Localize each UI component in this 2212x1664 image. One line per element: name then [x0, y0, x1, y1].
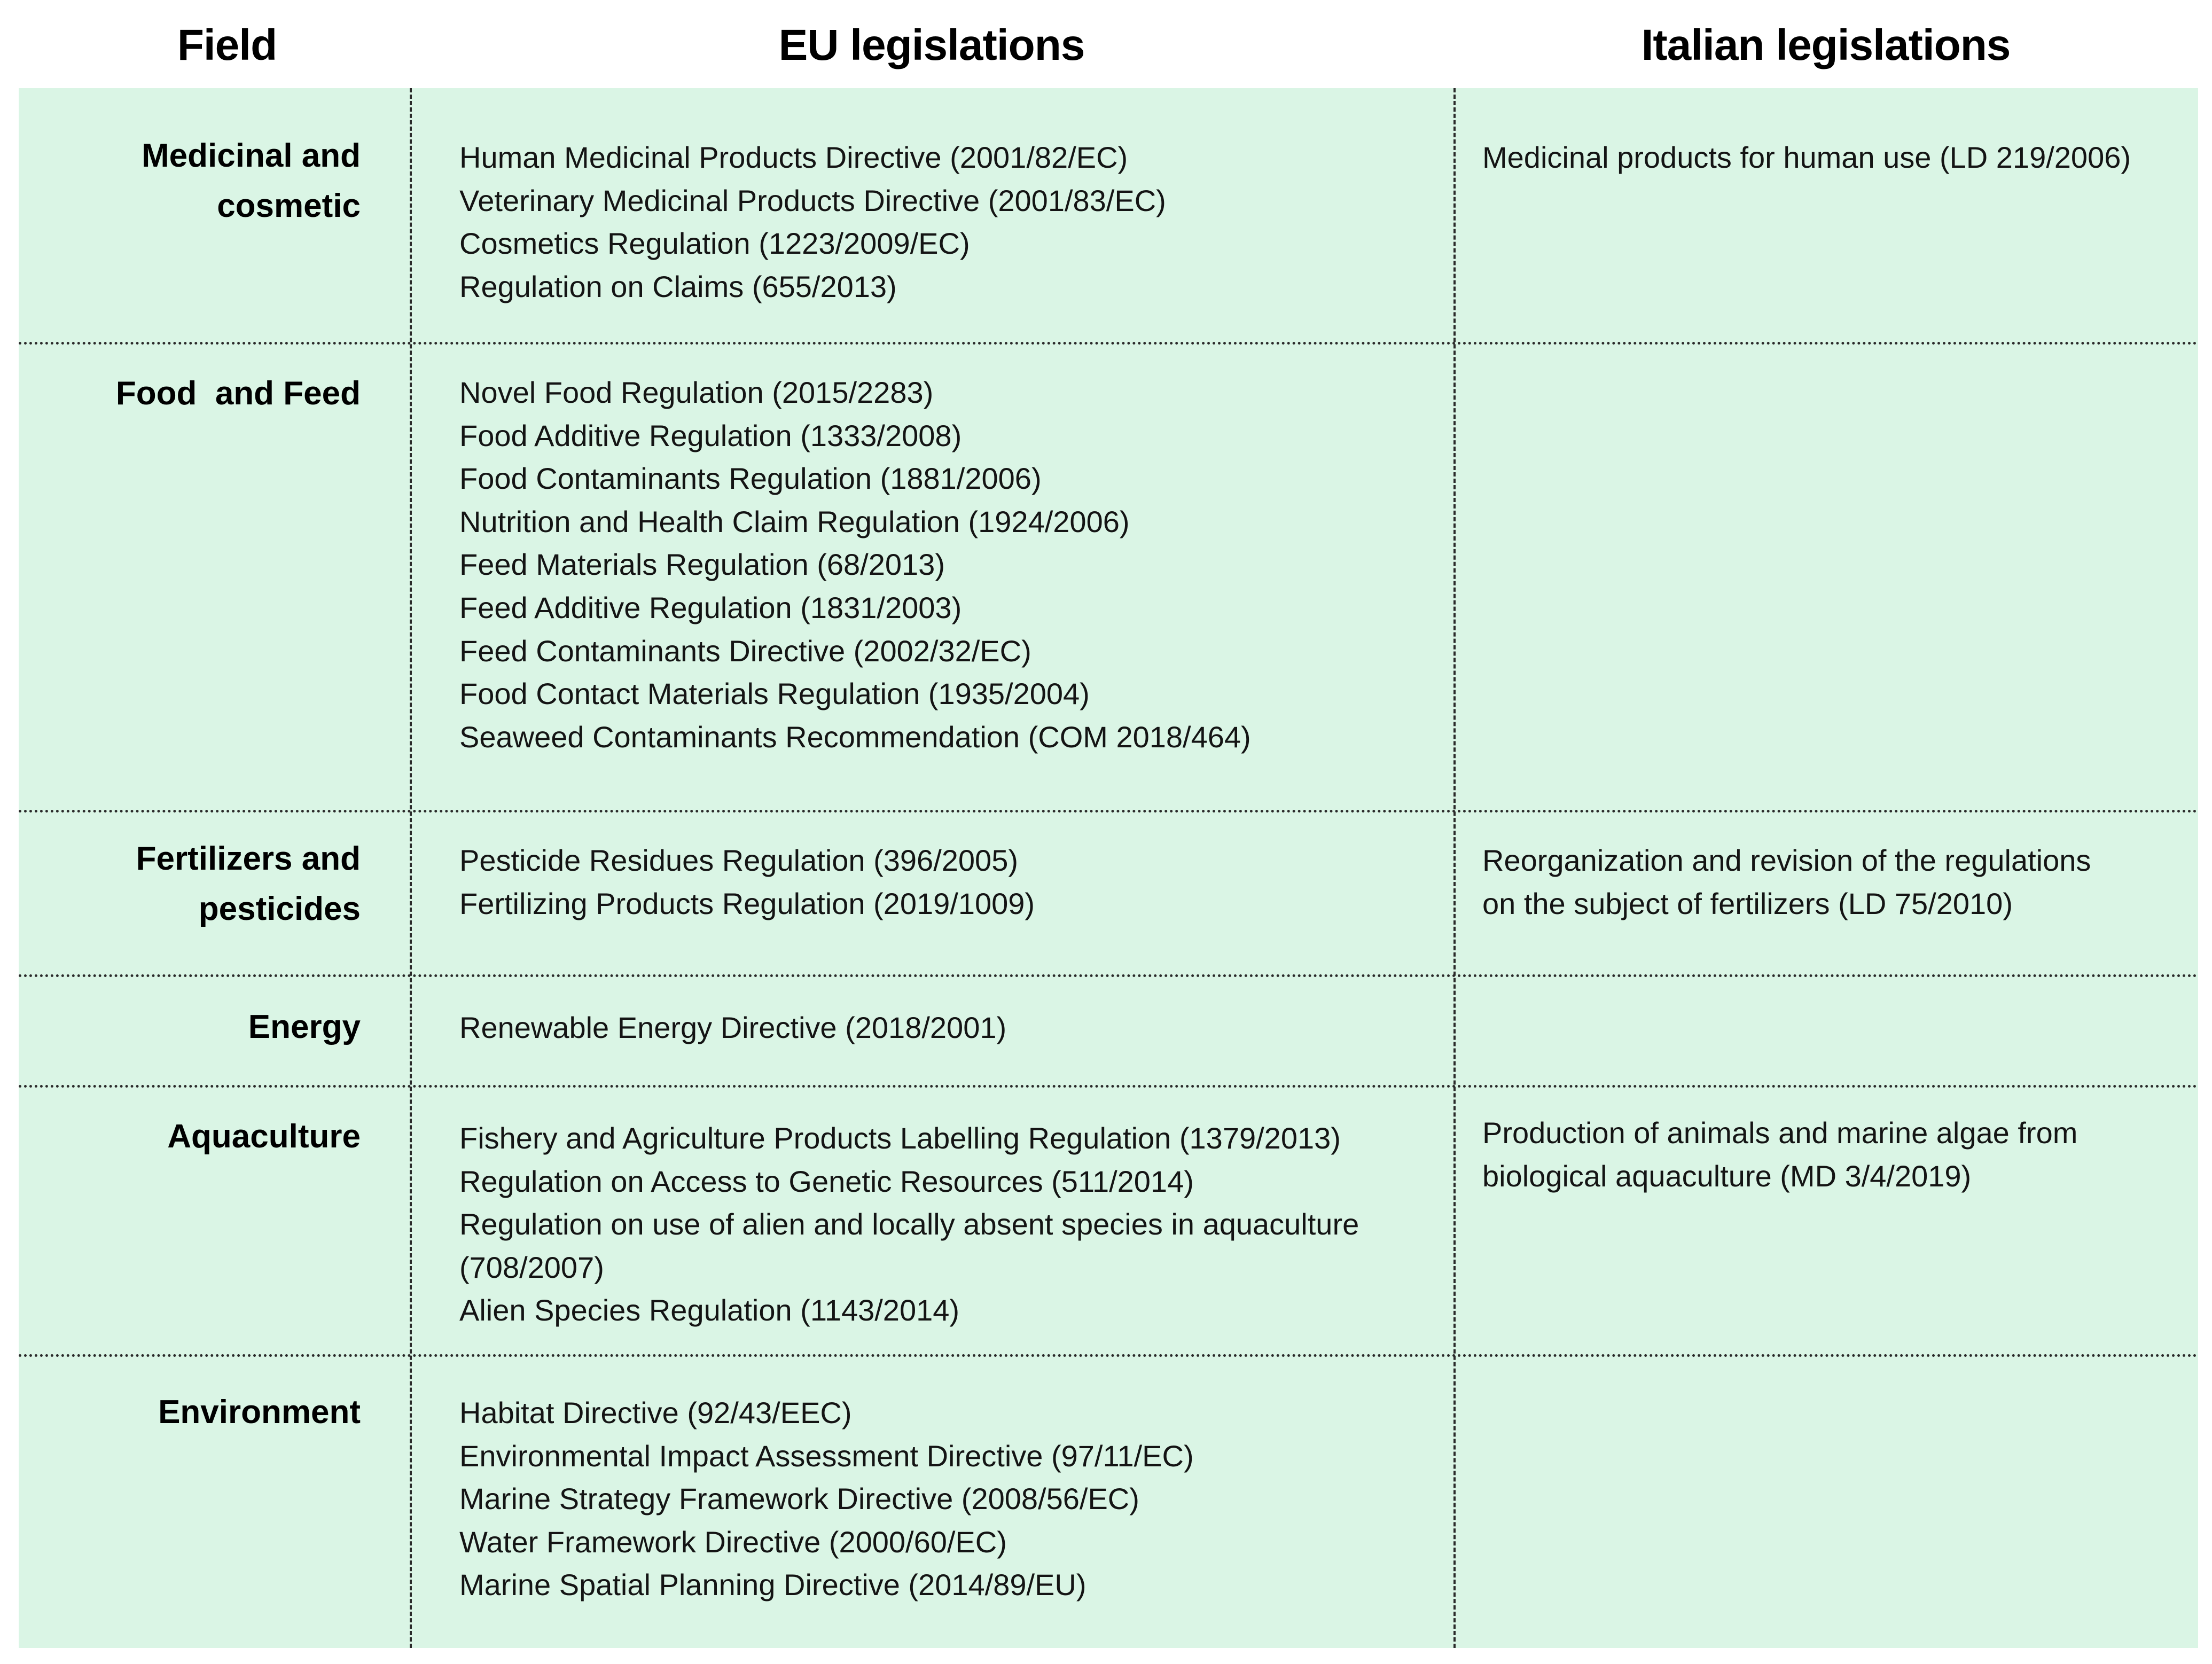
eu-legislation-item: Feed Contaminants Directive (2002/32/EC)	[459, 634, 1031, 668]
field-label-line: Fertilizers and	[136, 840, 361, 877]
eu-legislation-list	[459, 839, 1035, 925]
eu-legislation-item: Novel Food Regulation (2015/2283)	[459, 376, 934, 409]
field-label	[158, 1387, 361, 1438]
field-label-line: Environment	[158, 1394, 361, 1431]
italian-legislation-item: Production of animals and marine algae from	[1482, 1116, 2078, 1150]
eu-legislation-item: Food Contaminants Regulation (1881/2006)	[459, 462, 1042, 496]
row-separator	[19, 974, 2198, 977]
field-label	[248, 1002, 361, 1052]
eu-legislation-item: Pesticide Residues Regulation (396/2005)	[459, 843, 1018, 877]
eu-legislation-item: Renewable Energy Directive (2018/2001)	[459, 1011, 1007, 1044]
field-label	[116, 369, 361, 419]
italian-legislation-list	[1482, 136, 2131, 179]
eu-legislation-item: Nutrition and Health Claim Regulation (1924/2006)	[459, 504, 1130, 538]
italian-legislation-item: Reorganization and revision of the regulations	[1482, 843, 2091, 877]
field-label-line: cosmetic	[217, 188, 361, 224]
eu-legislation-item: Alien Species Regulation (1143/2014)	[459, 1293, 960, 1327]
eu-legislation-list	[459, 1006, 1006, 1050]
eu-legislation-item: Seaweed Contaminants Recommendation (COM 2018/464)	[459, 720, 1251, 754]
eu-legislation-item: Fertilizing Products Regulation (2019/1009)	[459, 886, 1035, 920]
eu-legislation-list	[459, 371, 1251, 759]
field-label-line: Food and Feed	[115, 375, 361, 412]
eu-legislation-list	[459, 136, 1166, 308]
eu-legislation-item: Habitat Directive (92/43/EEC)	[459, 1396, 852, 1429]
eu-legislation-item: Environmental Impact Assessment Directive (97/11/EC)	[459, 1439, 1194, 1473]
eu-legislation-item: Fishery and Agriculture Products Labelling Regulation (1379/2013)	[459, 1121, 1341, 1155]
column-divider-field-eu	[410, 88, 412, 1648]
eu-legislation-item: Food Contact Materials Regulation (1935/2004)	[459, 677, 1090, 711]
eu-legislation-item: Regulation on Claims (655/2013)	[459, 269, 897, 303]
row-separator	[19, 1085, 2198, 1088]
field-label-line: Medicinal and	[142, 137, 361, 174]
field-label	[136, 834, 361, 934]
field-label-line: pesticides	[198, 890, 361, 927]
field-label	[167, 1112, 361, 1162]
eu-legislation-item: Food Additive Regulation (1333/2008)	[459, 418, 962, 452]
eu-legislation-list	[459, 1117, 1359, 1332]
eu-legislation-item: Human Medicinal Products Directive (2001/82/EC)	[459, 140, 1128, 174]
header-italian-legislations: Italian legislations	[1641, 21, 2011, 69]
italian-legislation-list	[1482, 839, 2091, 925]
header-eu-legislations: EU legislations	[778, 21, 1085, 69]
row-separator	[19, 1354, 2198, 1357]
italian-legislation-list	[1482, 1112, 2077, 1198]
eu-legislation-item: Feed Materials Regulation (68/2013)	[459, 548, 945, 582]
field-label	[142, 131, 361, 231]
eu-legislation-item: (708/2007)	[459, 1250, 604, 1284]
legislation-table	[19, 88, 2198, 1648]
eu-legislation-item: Cosmetics Regulation (1223/2009/EC)	[459, 226, 970, 261]
eu-legislation-item: Veterinary Medicinal Products Directive (2001/83/EC)	[459, 183, 1166, 217]
eu-legislation-item: Regulation on Access to Genetic Resources (511/2014)	[459, 1164, 1194, 1198]
italian-legislation-item: on the subject of fertilizers (LD 75/2010)	[1482, 886, 2013, 920]
italian-legislation-item: biological aquaculture (MD 3/4/2019)	[1482, 1159, 1972, 1193]
row-separator	[19, 342, 2198, 345]
eu-legislation-item: Marine Spatial Planning Directive (2014/89/EU)	[459, 1568, 1087, 1602]
column-divider-eu-italian	[1453, 88, 1456, 1648]
header-field: Field	[177, 21, 277, 69]
eu-legislation-item: Feed Additive Regulation (1831/2003)	[459, 590, 962, 624]
italian-legislation-item: Medicinal products for human use (LD 219/2006)	[1482, 140, 2131, 174]
field-label-line: Aquaculture	[167, 1118, 361, 1155]
eu-legislation-list	[459, 1392, 1194, 1607]
row-separator	[19, 810, 2198, 813]
eu-legislation-item: Water Framework Directive (2000/60/EC)	[459, 1525, 1007, 1559]
field-label-line: Energy	[248, 1009, 361, 1045]
eu-legislation-item: Regulation on use of alien and locally absent species in aquaculture	[459, 1207, 1359, 1241]
eu-legislation-item: Marine Strategy Framework Directive (2008/56/EC)	[459, 1482, 1139, 1516]
